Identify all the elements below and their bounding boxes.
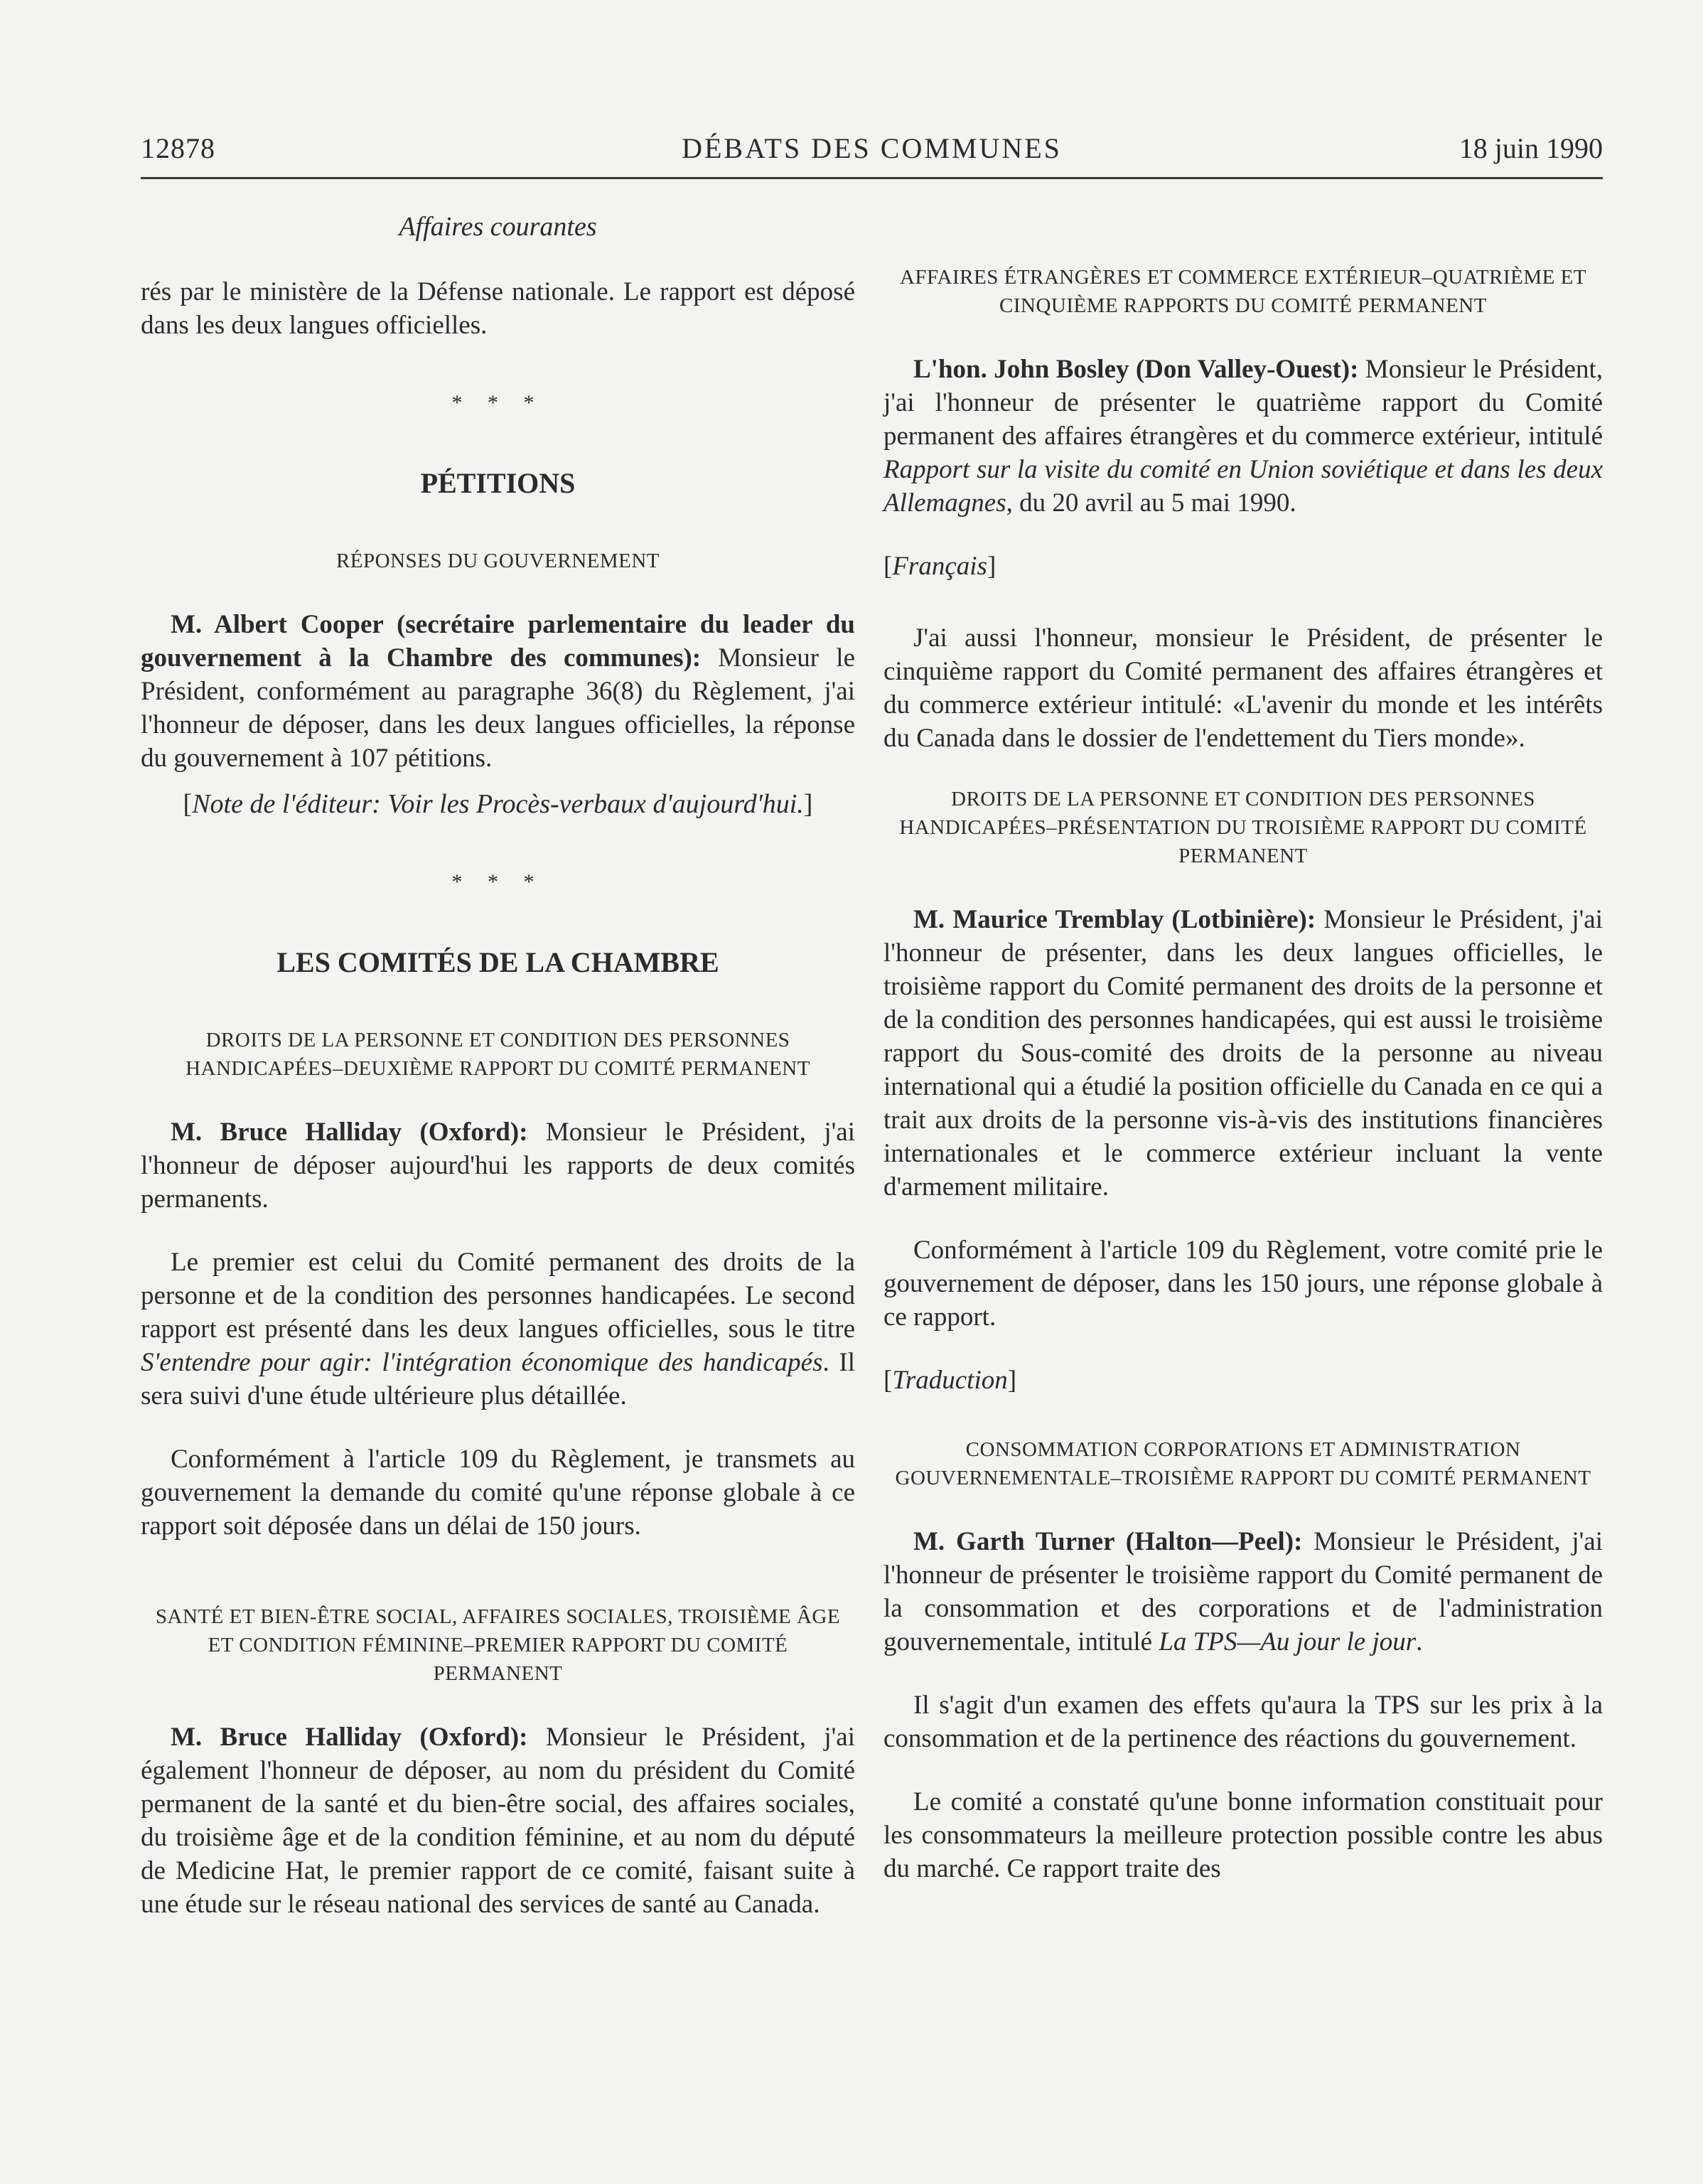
paragraph-halliday-1: M. Bruce Halliday (Oxford): Monsieur le Président, j'ai l'honneur de déposer aujourd'hui les rapports de deux comités permanents. [141,1118,855,1214]
paragraph-bosley: L'hon. John Bosley (Don Valley-Ouest): Monsieur le Président, j'ai l'honneur de présenter le quatrième rapport du Comité permanent des affaires étrangères et du commerce extérieur, intitulé Rapport sur la visite du comité en Union soviétique et dans les deux Allemagnes, du 20 avril au 5 mai 1990. [883,355,1603,518]
page-number: 12878 [141,132,215,164]
paragraph-continuation: rés par le ministère de la Défense nationale. Le rapport est déposé dans les deux langues officielles. [141,277,855,340]
subheading-consommation: CONSOMMATION CORPORATIONS ET ADMINISTRATION GOUVERNEMENTALE–TROISIÈME RAPPORT DU COMITÉ PERMANENT [895,1438,1591,1489]
report-title-bosley: Rapport sur la visite du comité en Union soviétique et dans les deux Allemagnes [883,455,1603,518]
heading-comites: LES COMITÉS DE LA CHAMBRE [276,946,719,978]
right-column [883,263,1603,1885]
paragraph-cooper: M. Albert Cooper (secrétaire parlementaire du leader du gouvernement à la Chambre des communes): Monsieur le Président, conformément au paragraphe 36(8) du Règlement, j'ai l'honneur de déposer, dans les deux langues officielles, la réponse du gouvernement à 107 pétitions. [141,610,855,773]
paragraph-halliday-2: M. Bruce Halliday (Oxford): Monsieur le Président, j'ai également l'honneur de déposer, au nom du président du Comité permanent de la santé et du bien-être social, des affaires sociales, du troisième âge et de la condition féminine, et au nom du député de Medicine Hat, le premier rapport de ce comité, faisant suite à une étude sur le réseau national des services de santé au Canada. [141,1723,855,1919]
subheading-reponses: RÉPONSES DU GOUVERNEMENT [335,550,660,572]
publication-title: DÉBATS DES COMMUNES [682,132,1062,164]
paragraph-turner: M. Garth Turner (Halton—Peel): Monsieur le Président, j'ai l'honneur de présenter le troisième rapport du Comité permanent de la consommation et des corporations et de l'administration gouvernementale, intitulé La TPS—Au jour le jour. [883,1527,1603,1656]
language-tag-traduction: [Traduction] [883,1366,1017,1395]
paragraph-aussi: J'ai aussi l'honneur, monsieur le Président, de présenter le cinquième rapport du Comité permanent des affaires étrangères et du commerce extérieur intitulé: «L'avenir du monde et les intérêts du Canada dans le dossier de l'endettement du Tiers monde». [883,623,1603,753]
paragraph-constate: Le comité a constaté qu'une bonne information constituait pour les consommateurs la meilleure protection possible contre les abus du marché. Ce rapport traite des [883,1787,1603,1883]
speaker-turner: M. Garth Turner (Halton—Peel): [913,1527,1303,1556]
language-tag-francais: [Français] [883,552,996,581]
subheading-droits-deuxieme: DROITS DE LA PERSONNE ET CONDITION DES PERSONNES HANDICAPÉES–DEUXIÈME RAPPORT DU COMITÉ PERMANENT [186,1029,810,1080]
speaker-bosley: L'hon. John Bosley (Don Valley-Ouest): [913,355,1359,384]
page-date: 18 juin 1990 [1458,132,1603,164]
section-separator-2: * * * [451,870,544,894]
editor-note: [Note de l'éditeur: Voir les Procès-verbaux d'aujourd'hui.] [183,789,813,819]
speaker-cooper: M. Albert Cooper (secrétaire parlementaire du leader du gouvernement à la Chambre des communes): [141,610,855,673]
left-column [141,206,855,1921]
paragraph-conformement-2: Conformément à l'article 109 du Règlement, votre comité prie le gouvernement de déposer, dans les 150 jours, une réponse globale à ce rapport. [883,1236,1603,1332]
paragraph-examen: Il s'agit d'un examen des effets qu'aura la TPS sur les prix à la consommation et de la pertinence des réactions du gouvernement. [883,1691,1603,1753]
paragraph-tremblay: M. Maurice Tremblay (Lotbinière): Monsieur le Président, j'ai l'honneur de présenter, dans les deux langues officielles, le troisième rapport du Comité permanent des droits de la personne et de la condition des personnes handicapées, qui est aussi le troisième rapport du Sous-comité des droits de la personne au niveau international qui a étudié la position officielle du Canada en ce qui a trait aux droits de la personne vis-à-vis des institutions financières internationales et le commerce extérieur incluant la vente d'armement militaire. [883,905,1603,1201]
report-title: S'entendre pour agir: l'intégration économique des handicapés [141,1348,823,1377]
speaker-halliday: M. Bruce Halliday (Oxford): [171,1118,528,1147]
running-header [141,132,1603,179]
subheading-droits-troisieme: DROITS DE LA PERSONNE ET CONDITION DES PERSONNES HANDICAPÉES–PRÉSENTATION DU TROISIÈME RAPPORT DU COMITÉ PERMANENT [899,788,1587,867]
paragraph-premier: Le premier est celui du Comité permanent des droits de la personne et de la condition des personnes handicapées. Le second rapport est présenté dans les deux langues officielles, sous le titre S'entendre pour agir: l'intégration économique des handicapés. Il sera suivi d'une étude ultérieure plus détaillée. [141,1248,855,1410]
subheading-affaires-etrangeres: AFFAIRES ÉTRANGÈRES ET COMMERCE EXTÉRIEUR–QUATRIÈME ET CINQUIÈME RAPPORTS DU COMITÉ PERMANENT [899,266,1587,317]
paragraph-conformement: Conformément à l'article 109 du Règlement, je transmets au gouvernement la demande du comité qu'une réponse globale à ce rapport soit déposée dans un délai de 150 jours. [141,1445,855,1541]
subheading-sante: SANTÉ ET BIEN-ÊTRE SOCIAL, AFFAIRES SOCIALES, TROISIÈME ÂGE ET CONDITION FÉMININE–PREMIER RAPPORT DU COMITÉ PERMANENT [155,1605,841,1685]
section-rubric: Affaires courantes [399,212,597,242]
speaker-halliday-2: M. Bruce Halliday (Oxford): [171,1723,528,1752]
section-separator: * * * [451,391,544,414]
speaker-tremblay: M. Maurice Tremblay (Lotbinière): [913,905,1316,934]
report-title-turner: La TPS—Au jour le jour [1159,1627,1417,1656]
heading-petitions: PÉTITIONS [420,467,576,499]
